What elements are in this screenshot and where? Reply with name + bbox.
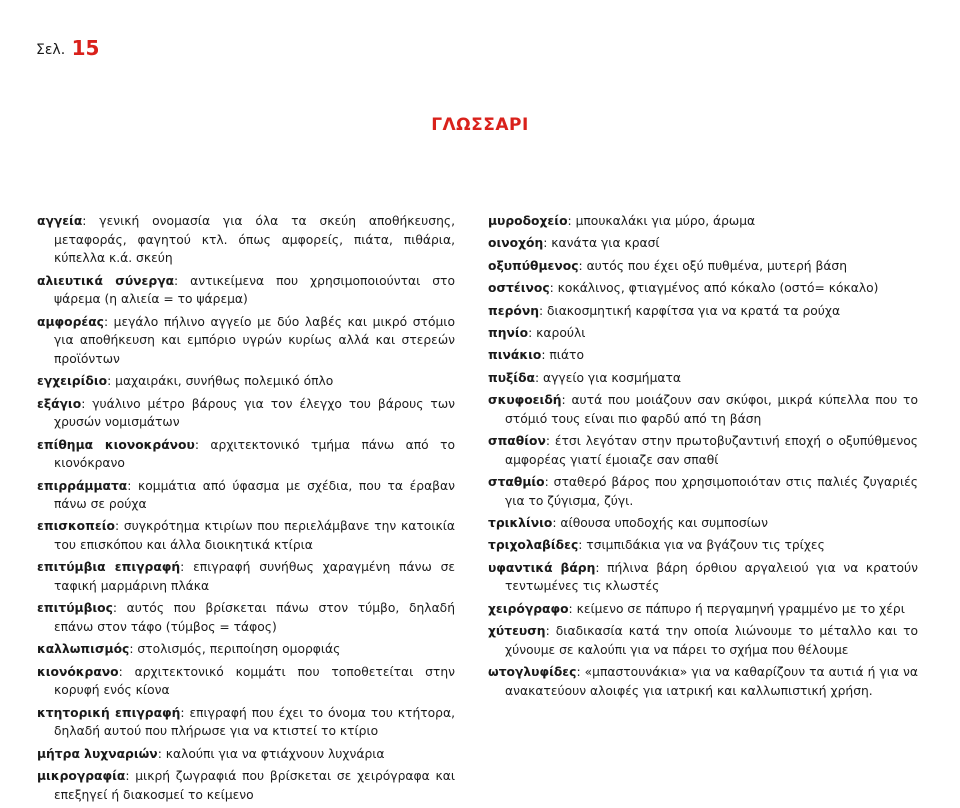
glossary-term: επιτύμβιος [37, 601, 113, 616]
glossary-definition: : αυτός που βρίσκεται πάνω στον τύμβο, δηλαδή επάνω στον τάφο (τύμβος = τάφος) [54, 601, 455, 635]
glossary-entry [37, 372, 455, 391]
glossary-term: σπαθίον [488, 434, 546, 449]
glossary-term: μήτρα λυχναριών [37, 746, 158, 761]
glossary-term: αλιευτικά σύνεργα [37, 273, 175, 288]
glossary-term: επίθημα κιονοκράνου [37, 437, 195, 452]
glossary-entry [37, 212, 455, 268]
glossary-entry [37, 663, 455, 700]
page-number [36, 36, 99, 60]
glossary-entry [37, 313, 455, 369]
glossary-entry [488, 212, 918, 231]
glossary-definition: : αυτά που μοιάζουν σαν σκύφοι, μικρά κύπελλα που το στόμιό τους είναι πιο φαρδύ από τη βάση [505, 393, 918, 426]
glossary-entry [488, 514, 918, 533]
glossary-term: σταθμίο [488, 475, 545, 490]
glossary-entry [488, 473, 918, 510]
glossary-term: τριχολαβίδες [488, 538, 579, 553]
glossary-entry [488, 346, 918, 365]
glossary-term: μικρογραφία [37, 769, 126, 784]
glossary-term: χύτευση [488, 624, 546, 639]
glossary-definition: : μπουκαλάκι για μύρο, άρωμα [567, 214, 756, 228]
glossary-term: πηνίο [488, 325, 529, 340]
glossary-entry [488, 302, 918, 321]
glossary-term: χειρόγραφο [488, 601, 569, 616]
glossary-entry [37, 395, 455, 432]
glossary-definition: : διαδικασία κατά την οποία λιώνουμε το μέταλλο και το χύνουμε σε καλούπι για να πάρει το σχήμα που θέλουμε [505, 624, 918, 657]
glossary-definition: : αυτός που έχει οξύ πυθμένα, μυτερή βάση [578, 258, 848, 273]
glossary-term: εξάγιο [37, 396, 82, 411]
glossary-entry [37, 558, 455, 595]
glossary-definition: : μεγάλο πήλινο αγγείο με δύο λαβές και μικρό στόμιο για αποθήκευση και εμπόριο υγρών κυρίως αλλά και στερεών προϊόντων [54, 314, 455, 366]
glossary-term: πινάκιο [488, 348, 542, 363]
glossary-term: περόνη [488, 303, 539, 318]
glossary-entry [488, 234, 918, 253]
glossary-entry [37, 477, 455, 514]
glossary-term: αμφορέας [37, 314, 104, 329]
glossary-definition: : γυάλινο μέτρο βάρους για τον έλεγχο του βάρους των χρυσών νομισμάτων [54, 396, 455, 430]
glossary-definition: : επιγραφή συνήθως χαραγμένη πάνω σε ταφική μαρμάρινη πλάκα [54, 560, 456, 594]
glossary-entry [488, 279, 918, 298]
glossary-entry [488, 432, 918, 469]
glossary-definition: : καρούλι [528, 325, 586, 340]
glossary-definition: : γενική ονομασία για όλα τα σκεύη αποθήκευσης, μεταφοράς, φαγητού κτλ. όπως αμφορείς, πιάτα, πιθάρια, κύπελλα κ.ά. σκεύη [54, 214, 455, 266]
glossary-definition: : σταθερό βάρος που χρησιμοποιόταν στις παλιές ζυγαριές για το ζύγισμα, ζύγι. [505, 475, 918, 508]
glossary-definition: : αίθουσα υποδοχής και συμποσίων [552, 516, 768, 531]
glossary-entry [37, 704, 455, 741]
page-title: ΓΛΩΣΣΑΡΙ [431, 115, 529, 135]
glossary-entry [37, 599, 455, 636]
glossary-definition: : αντικείμενα που χρησιμοποιούνται στο ψάρεμα (η αλιεία = το ψάρεμα) [54, 273, 455, 307]
glossary-column-left [37, 212, 455, 808]
glossary-definition: : αρχιτεκτονικό κομμάτι που τοποθετείται στην κορυφή ενός κίονα [54, 664, 455, 698]
glossary-term: ωτογλυφίδες [488, 665, 577, 680]
glossary-term: μυροδοχείο [488, 214, 568, 228]
glossary-definition: : διακοσμητική καρφίτσα για να κρατά τα ρούχα [538, 303, 841, 318]
glossary-entry [488, 369, 918, 388]
glossary-entry [488, 622, 918, 659]
glossary-term: επιρράμματα [37, 478, 128, 493]
glossary-entry [37, 436, 455, 473]
glossary-definition: : πιάτο [541, 348, 584, 363]
glossary-definition: : καλούπι για να φτιάχνουν λυχνάρια [157, 746, 385, 761]
glossary-term: τρικλίνιο [488, 516, 553, 531]
glossary-term: κτητορική επιγραφή [37, 705, 181, 720]
glossary-entry [37, 272, 455, 309]
glossary-definition: : «μπαστουνάκια» για να καθαρίζουν τα αυτιά ή για να ανακατεύουν αλοιφές για ιατρική και καλλωπιστική χρήση. [505, 665, 918, 698]
glossary-entry [488, 536, 918, 555]
glossary-column-right [488, 212, 918, 704]
glossary-definition: : κομμάτια από ύφασμα με σχέδια, που τα έραβαν πάνω σε ρούχα [54, 478, 455, 512]
glossary-term: εγχειρίδιο [37, 374, 108, 389]
glossary-term: πυξίδα [488, 370, 535, 385]
page-number-value: 15 [71, 36, 100, 60]
glossary-entry [488, 257, 918, 276]
glossary-term: κιονόκρανο [37, 664, 119, 679]
glossary-term: επιτύμβια επιγραφή [37, 560, 181, 575]
glossary-term: καλλωπισμός [37, 642, 130, 657]
glossary-definition: : στολισμός, περιποίηση ομορφιάς [129, 642, 341, 657]
glossary-definition: : κανάτα για κρασί [543, 236, 660, 251]
glossary-term: οινοχόη [488, 236, 544, 251]
glossary-definition: : αρχιτεκτονικό τμήμα πάνω από το κιονόκρανο [54, 437, 455, 471]
glossary-definition: : αγγείο για κοσμήματα [534, 370, 682, 385]
glossary-term: οξυπύθμενος [488, 258, 579, 273]
glossary-term: υφαντικά βάρη [488, 560, 596, 575]
glossary-definition: : τσιμπιδάκια για να βγάζουν τις τρίχες [578, 538, 825, 553]
page-label: Σελ. [36, 42, 66, 58]
glossary-entry [488, 600, 918, 619]
glossary-term: οστέινος [488, 281, 550, 296]
glossary-term: σκυφοειδή [488, 393, 562, 408]
glossary-definition: : πήλινα βάρη όρθιου αργαλειού για να κρατούν τεντωμένες τις κλωστές [505, 560, 918, 594]
glossary-entry [37, 640, 455, 659]
glossary-definition: : μικρή ζωγραφιά που βρίσκεται σε χειρόγραφα και επεξηγεί ή διακοσμεί το κείμενο [54, 769, 455, 802]
glossary-entry [488, 663, 918, 700]
glossary-entry [488, 324, 918, 343]
glossary-definition: : έτσι λεγόταν στην πρωτοβυζαντινή εποχή ο οξυπύθμενος αμφορέας γιατί έμοιαζε σαν σπαθί [505, 434, 918, 467]
glossary-entry [488, 391, 918, 428]
glossary-definition: : μαχαιράκι, συνήθως πολεμικό όπλο [107, 374, 334, 389]
glossary-definition: : επιγραφή που έχει το όνομα του κτήτορα, δηλαδή αυτού που πλήρωσε για να κτιστεί το κτίριο [54, 705, 455, 739]
glossary-definition: : κοκάλινος, φτιαγμένος από κόκαλο (οστό= κόκαλο) [549, 281, 879, 296]
glossary-entry [37, 517, 455, 554]
glossary-definition: : κείμενο σε πάπυρο ή περγαμηνή γραμμένο με το χέρι [568, 601, 905, 616]
glossary-entry [37, 745, 455, 764]
glossary-entry [37, 767, 455, 804]
glossary-term: αγγεία [37, 214, 83, 228]
glossary-definition: : συγκρότημα κτιρίων που περιελάμβανε την κατοικία του επισκόπου και άλλα διοικητικά κτίρια [54, 519, 455, 553]
glossary-entry [488, 559, 918, 596]
glossary-term: επισκοπείο [37, 519, 115, 534]
